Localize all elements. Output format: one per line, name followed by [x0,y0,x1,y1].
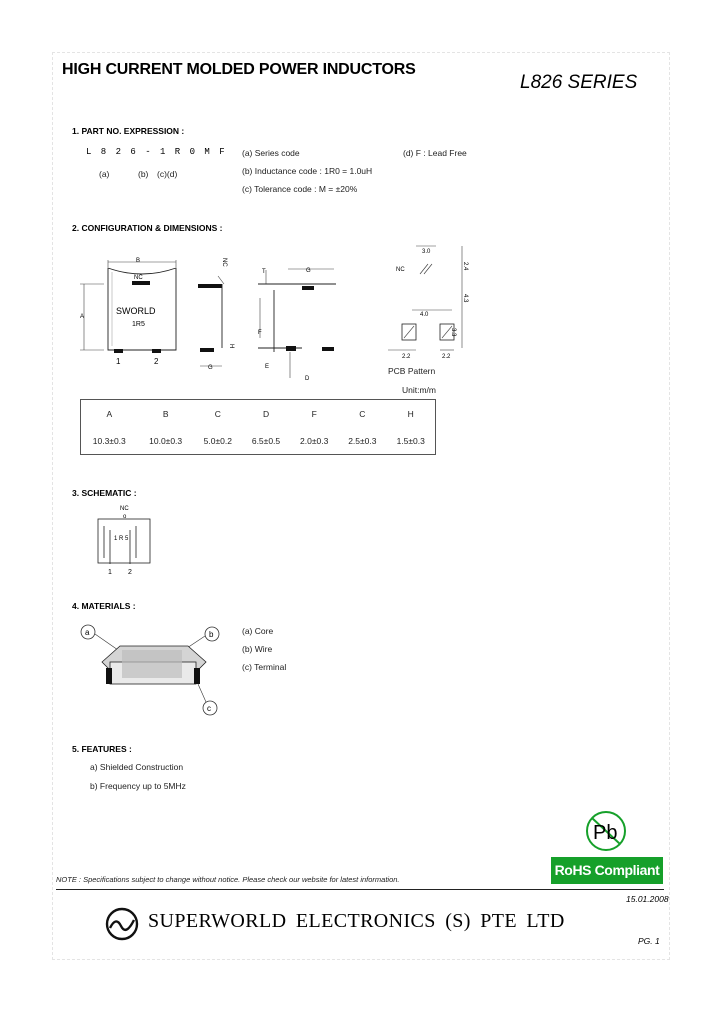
company-logo-icon [104,906,140,942]
schematic-nc-dot: o [123,514,127,520]
dim-label-a: A [80,314,85,320]
pcb-dim-22b: 2.2 [442,354,451,360]
top-view-drawing [258,268,336,382]
unit-label: Unit:m/m [402,385,436,395]
table-value-cell: 2.0±0.3 [300,435,329,446]
series-label: L826 SERIES [520,72,638,93]
part-no-code: L 8 2 6 - 1 R 0 M F [86,147,227,157]
front-nc-label: NC [134,275,143,281]
pcb-dim-30: 3.0 [422,249,431,255]
marker-cd: (c)(d) [157,169,178,179]
table-value-cell: 10.0±0.3 [149,435,183,446]
front-pin-1: 1 [116,357,121,366]
dim-label-g: G [306,268,311,274]
materials-heading: 4. MATERIALS : [72,601,136,611]
table-value-cell: 10.3±0.3 [92,435,126,446]
desc-inductance-code: (b) Inductance code : 1R0 = 1.0uH [242,166,373,176]
material-wire: (b) Wire [242,644,273,654]
side-nc-label: NC [221,258,227,267]
table-header-cell: C [214,408,221,419]
dimension-drawings [72,240,472,400]
dim-label-h: H [228,344,234,349]
dimensions-table [80,399,436,455]
schematic-pin-2: 2 [128,569,132,576]
materials-drawing [76,620,226,720]
marker-a: (a) [99,169,110,179]
dimensions-value-row [81,427,436,455]
config-heading: 2. CONFIGURATION & DIMENSIONS : [72,223,223,233]
callout-b: b [209,630,214,639]
rohs-compliant-badge: RoHS Compliant [551,857,663,884]
dimensions-header-row [81,400,436,428]
dim-label-d: D [305,376,310,382]
material-terminal: (c) Terminal [242,662,287,672]
pcb-dim-22a: 2.2 [402,354,411,360]
body-text-1: SWORLD [116,306,156,316]
pcb-dim-24: 2.4 [462,262,468,271]
dim-label-g-side: G [208,365,213,371]
callout-a: a [85,628,90,637]
page-number: PG. 1 [638,936,660,946]
pcb-pattern-drawing [388,246,468,360]
body-text-2: 1R5 [132,321,145,328]
pcb-dim-43: 4.3 [462,294,468,303]
schematic-heading: 3. SCHEMATIC : [72,488,137,498]
pcb-pattern-label: PCB Pattern [388,366,436,376]
feature-frequency: b) Frequency up to 5MHz [90,781,186,791]
dim-label-e: E [265,364,270,370]
marker-b: (b) [138,169,149,179]
pb-symbol: Pb [593,822,618,844]
features-heading: 5. FEATURES : [72,744,132,754]
lead-free-icon [582,808,630,854]
schematic-drawing [90,500,160,580]
table-value-cell: 1.5±0.3 [396,435,425,446]
part-no-heading: 1. PART NO. EXPRESSION : [72,126,185,136]
table-header-cell: F [311,408,317,419]
table-header-cell: H [407,408,414,419]
table-header-cell: D [262,408,270,419]
callout-c: c [207,704,211,713]
table-value-cell: 6.5±0.5 [251,435,281,446]
table-header-cell: C [359,408,366,419]
schematic-nc-label: NC [120,506,129,512]
pcb-nc-label: NC [396,267,405,273]
desc-tolerance-code: (c) Tolerance code : M = ±20% [242,184,358,194]
document-date: 15.01.2008 [626,894,669,904]
front-pin-2: 2 [154,357,159,366]
document-title: HIGH CURRENT MOLDED POWER INDUCTORS [62,61,416,78]
desc-series-code: (a) Series code [242,148,300,158]
table-value-cell: 5.0±0.2 [203,435,232,446]
dim-label-b: B [136,258,141,264]
feature-shielded: a) Shielded Construction [90,762,184,772]
schematic-mark: 1 R 5 [114,536,129,542]
schematic-pin-1: 1 [108,569,112,576]
side-view-drawing [198,258,234,371]
front-view-drawing [80,258,176,366]
company-name: SUPERWORLD ELECTRONICS (S) PTE LTD [148,910,565,932]
top-t-label: T [262,269,266,275]
dim-label-f: F [258,330,262,336]
material-core: (a) Core [242,626,274,636]
table-header-cell: A [106,408,113,419]
pcb-dim-33: 3.3 [450,328,456,337]
footer-divider [56,889,664,890]
table-value-cell: 2.5±0.3 [348,435,377,446]
footer-note: NOTE : Specifications subject to change without notice. Please check our website for latest information. [56,875,400,884]
desc-lead-free: (d) F : Lead Free [403,148,467,158]
pcb-dim-40: 4.0 [420,312,429,318]
table-header-cell: B [162,408,169,419]
